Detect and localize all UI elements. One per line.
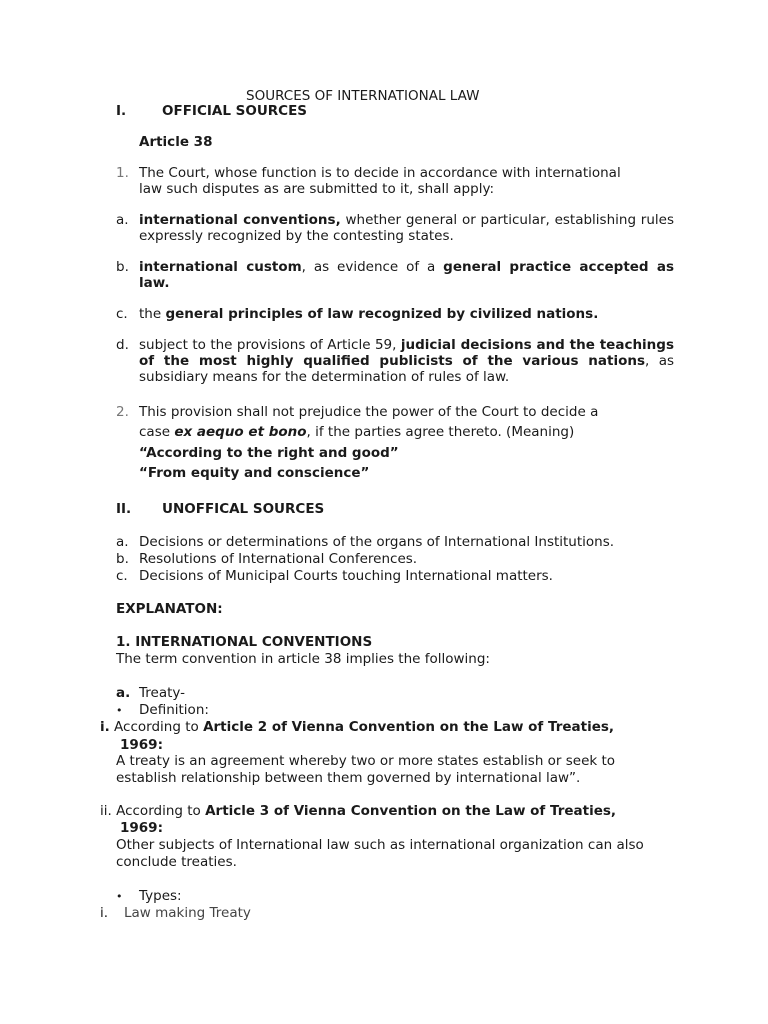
paragraph-2-number: 2. [116,404,129,420]
definition-1-marker: i. [100,719,110,735]
paragraph-2-line-2 [139,424,574,440]
unofficial-item-b-marker: b. [116,551,129,567]
treaty-label: Treaty- [139,685,186,701]
paragraph-1-number: 1. [116,165,129,181]
definition-1-year: 1969: [120,737,163,753]
item-b-text [139,259,674,291]
definition-2-body-1: Other subjects of International law such as international organization can also [116,837,644,853]
section-2-heading: UNOFFICAL SOURCES [162,501,325,517]
quote-2: “From equity and conscience” [139,465,370,481]
unofficial-item-a-text: Decisions or determinations of the organs of International Institutions. [139,534,615,550]
item-a-bold: international conventions, [139,212,341,228]
section-1-number: I. [116,103,127,119]
unofficial-item-c-marker: c. [116,568,128,584]
item-c-pre: the [139,306,166,322]
section-1-heading: OFFICIAL SOURCES [162,103,308,119]
item-d-bold: judicial decisions and the teachings of the most highly qualified publicists of the various nations [139,337,674,369]
item-b-marker: b. [116,259,129,275]
section-2-number: II. [116,501,132,517]
conventions-heading: 1. INTERNATIONAL CONVENTIONS [116,634,373,650]
item-b-bold-1: international custom [139,259,302,275]
unofficial-item-b-text: Resolutions of International Conferences. [139,551,418,567]
article-heading: Article 38 [139,134,213,150]
conventions-intro: The term convention in article 38 implies the following: [116,651,490,667]
item-a-marker: a. [116,212,129,228]
paragraph-2-line-2-rest: , if the parties agree thereto. (Meaning) [306,424,575,440]
definition-2-year: 1969: [120,820,163,836]
item-c-text [139,306,598,322]
quote-1: “According to the right and good” [139,445,399,461]
paragraph-1-line-2: law such disputes as are submitted to it, shall apply: [139,181,494,197]
definition-1-body-2: establish relationship between them governed by international law”. [116,770,581,786]
item-b-mid: , as evidence of a [301,259,444,275]
item-d-text [139,337,674,385]
definition-label: Definition: [139,702,209,718]
item-d-pre: subject to the provisions of Article 59, [139,337,401,353]
types-label: Types: [139,888,182,904]
item-a-rest: whether general or particular, establishing rules expressly recognized by the contesting states. [139,212,674,244]
item-c-bold: general principles of law recognized by civilized nations. [165,306,599,322]
item-d-marker: d. [116,337,129,353]
document-title: SOURCES OF INTERNATIONAL LAW [246,88,480,104]
item-d-rest: , as subsidiary means for the determination of rules of law. [139,353,674,385]
definition-2-marker: ii. [100,803,112,819]
unofficial-item-a-marker: a. [116,534,129,550]
item-a-text [139,212,674,244]
definition-1-body-1: A treaty is an agreement whereby two or more states establish or seek to [116,753,616,769]
paragraph-2-line-2-pre: case [139,424,175,440]
definition-1-pre: According to [109,719,204,735]
paragraph-1-line-1: The Court, whose function is to decide in accordance with international [139,165,621,181]
definition-2-body-2: conclude treaties. [116,854,237,870]
type-1-text: Law making Treaty [124,905,251,921]
treaty-marker: a. [116,685,131,701]
type-1-marker: i. [100,905,109,921]
item-b-bold-2: general practice accepted as law. [139,259,675,291]
unofficial-item-c-text: Decisions of Municipal Courts touching International matters. [139,568,553,584]
definition-2 [100,803,616,819]
item-c-marker: c. [116,306,128,322]
bullet-definition: • [116,704,123,717]
paragraph-2-line-1: This provision shall not prejudice the power of the Court to decide a [139,404,599,420]
definition-2-source: Article 3 of Vienna Convention on the Law of Treaties, [205,803,617,819]
bullet-types: • [116,890,123,903]
latin-phrase: ex aequo et bono [174,424,307,440]
definition-1-source: Article 2 of Vienna Convention on the Law of Treaties, [203,719,615,735]
definition-2-pre: According to [111,803,206,819]
definition-1 [100,719,614,735]
explanation-heading: EXPLANATON: [116,601,223,617]
